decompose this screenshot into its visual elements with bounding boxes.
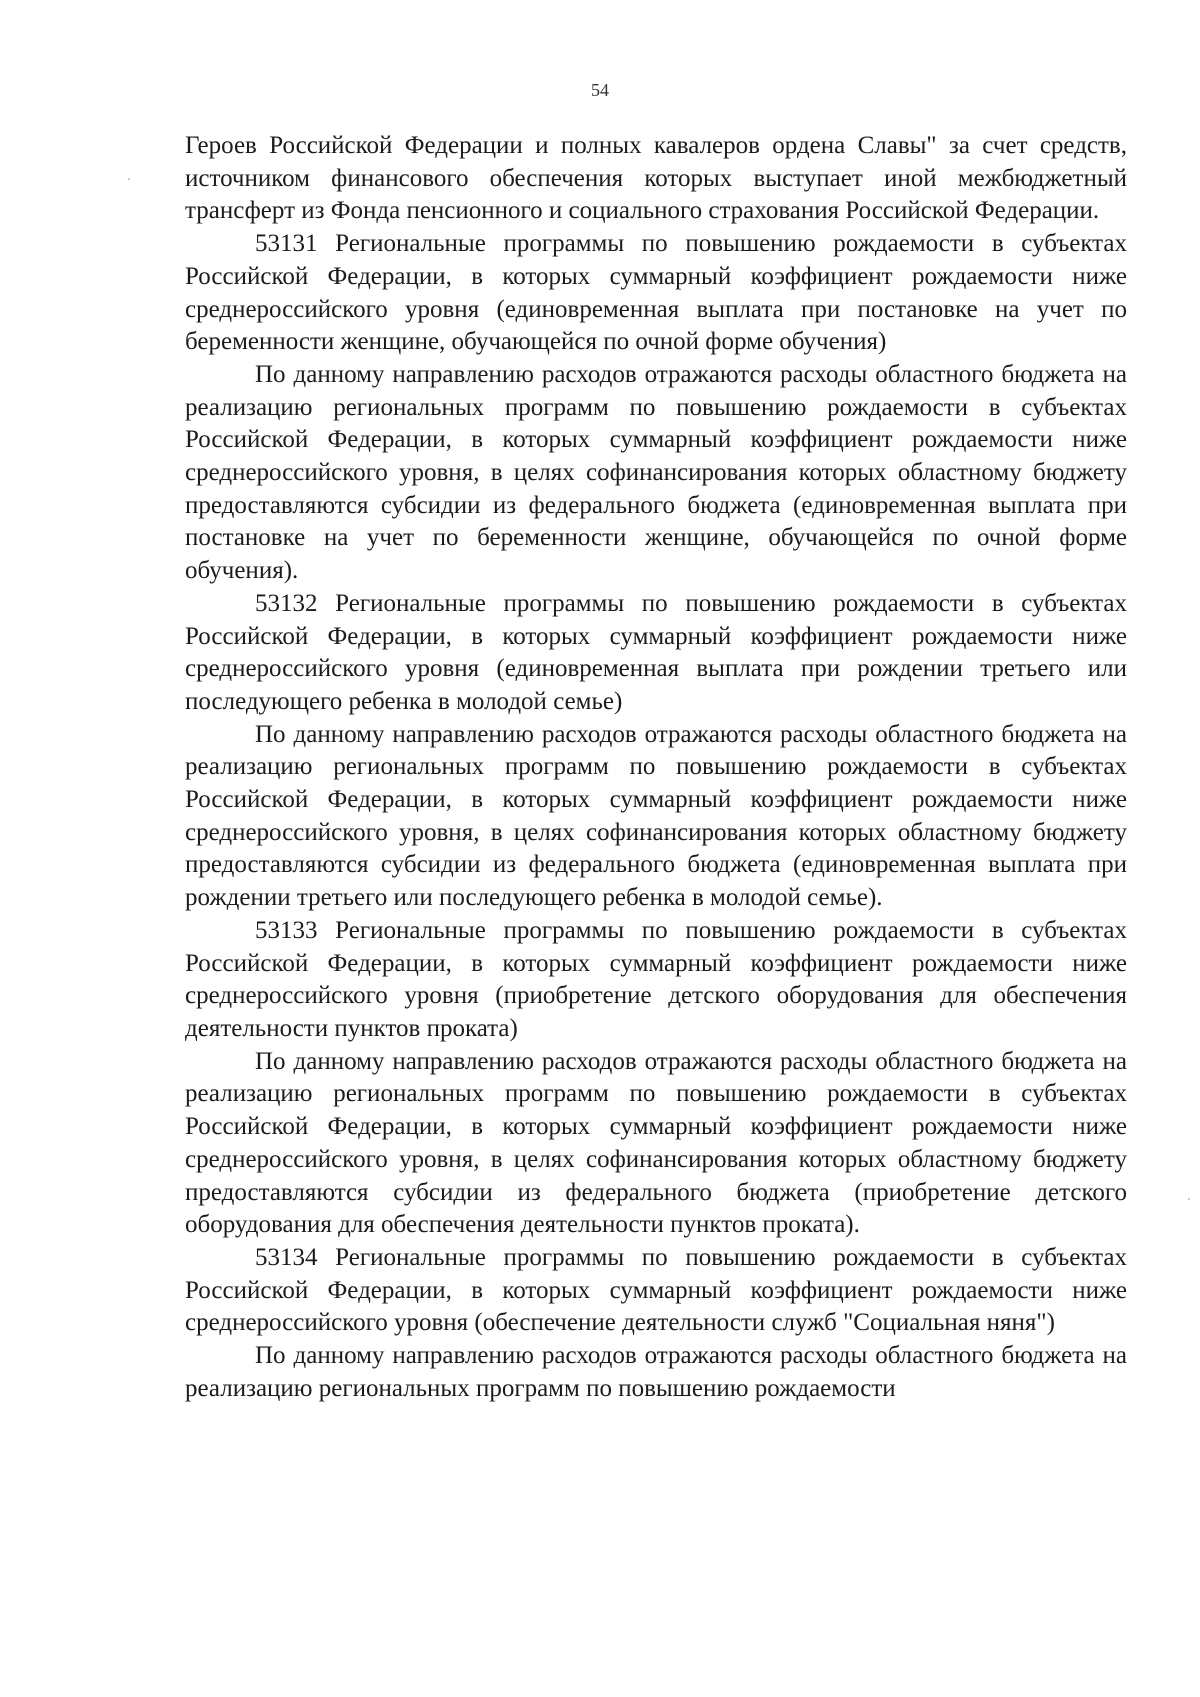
scan-speck [1188,1198,1190,1200]
paragraph-heading-53131: 53131 Региональные программы по повышению рождаемости в субъектах Российской Федерации, в которых суммарный коэффициент рождаемости ниже среднероссийского уровня (единовременная выплата при постановке на учет по беременности женщине, обучающейся по очной форме обучения) [185,230,1127,356]
page-number: 54 [591,80,609,100]
paragraph-heading-53132: 53132 Региональные программы по повышению рождаемости в субъектах Российской Федерации, в которых суммарный коэффициент рождаемости ниже среднероссийского уровня (единовременная выплата при рождении третьего или последующего ребенка в молодой семье) [185,589,1127,715]
paragraph-description-53133: По данному направлению расходов отражаются расходы областного бюджета на реализацию региональных программ по повышению рождаемости в субъектах Российской Федерации, в которых суммарный коэффициент рождаемости ниже среднероссийского уровня, в целях софинансирования которых областному бюджету предоставляются субсидии из федерального бюджета (приобретение детского оборудования для обеспечения деятельности пунктов проката). [185,1047,1127,1239]
paragraph-heading-53134: 53134 Региональные программы по повышению рождаемости в субъектах Российской Федерации, в которых суммарный коэффициент рождаемости ниже среднероссийского уровня (обеспечение деятельности служб "Социальная няня") [185,1243,1127,1337]
paragraph-continuation: Героев Российской Федерации и полных кавалеров ордена Славы" за счет средств, источником финансового обеспечения которых выступает иной межбюджетный трансферт из Фонда пенсионного и социального страхования Российской Федерации. [185,132,1127,225]
document-body [185,130,1127,1405]
paragraph-description-53132: По данному направлению расходов отражаются расходы областного бюджета на реализацию региональных программ по повышению рождаемости в субъектах Российской Федерации, в которых суммарный коэффициент рождаемости ниже среднероссийского уровня, в целях софинансирования которых областному бюджету предоставляются субсидии из федерального бюджета (единовременная выплата при рождении третьего или последующего ребенка в молодой семье). [185,720,1127,912]
paragraph-description-53131: По данному направлению расходов отражаются расходы областного бюджета на реализацию региональных программ по повышению рождаемости в субъектах Российской Федерации, в которых суммарный коэффициент рождаемости ниже среднероссийского уровня, в целях софинансирования которых областному бюджету предоставляются субсидии из федерального бюджета (единовременная выплата при постановке на учет по беременности женщине, обучающейся по очной форме обучения). [185,360,1127,585]
paragraph-description-53134: По данному направлению расходов отражаются расходы областного бюджета на реализацию региональных программ по повышению рождаемости [185,1342,1127,1402]
scan-speck [128,178,130,180]
paragraph-heading-53133: 53133 Региональные программы по повышению рождаемости в субъектах Российской Федерации, в которых суммарный коэффициент рождаемости ниже среднероссийского уровня (приобретение детского оборудования для обеспечения деятельности пунктов проката) [185,916,1127,1042]
